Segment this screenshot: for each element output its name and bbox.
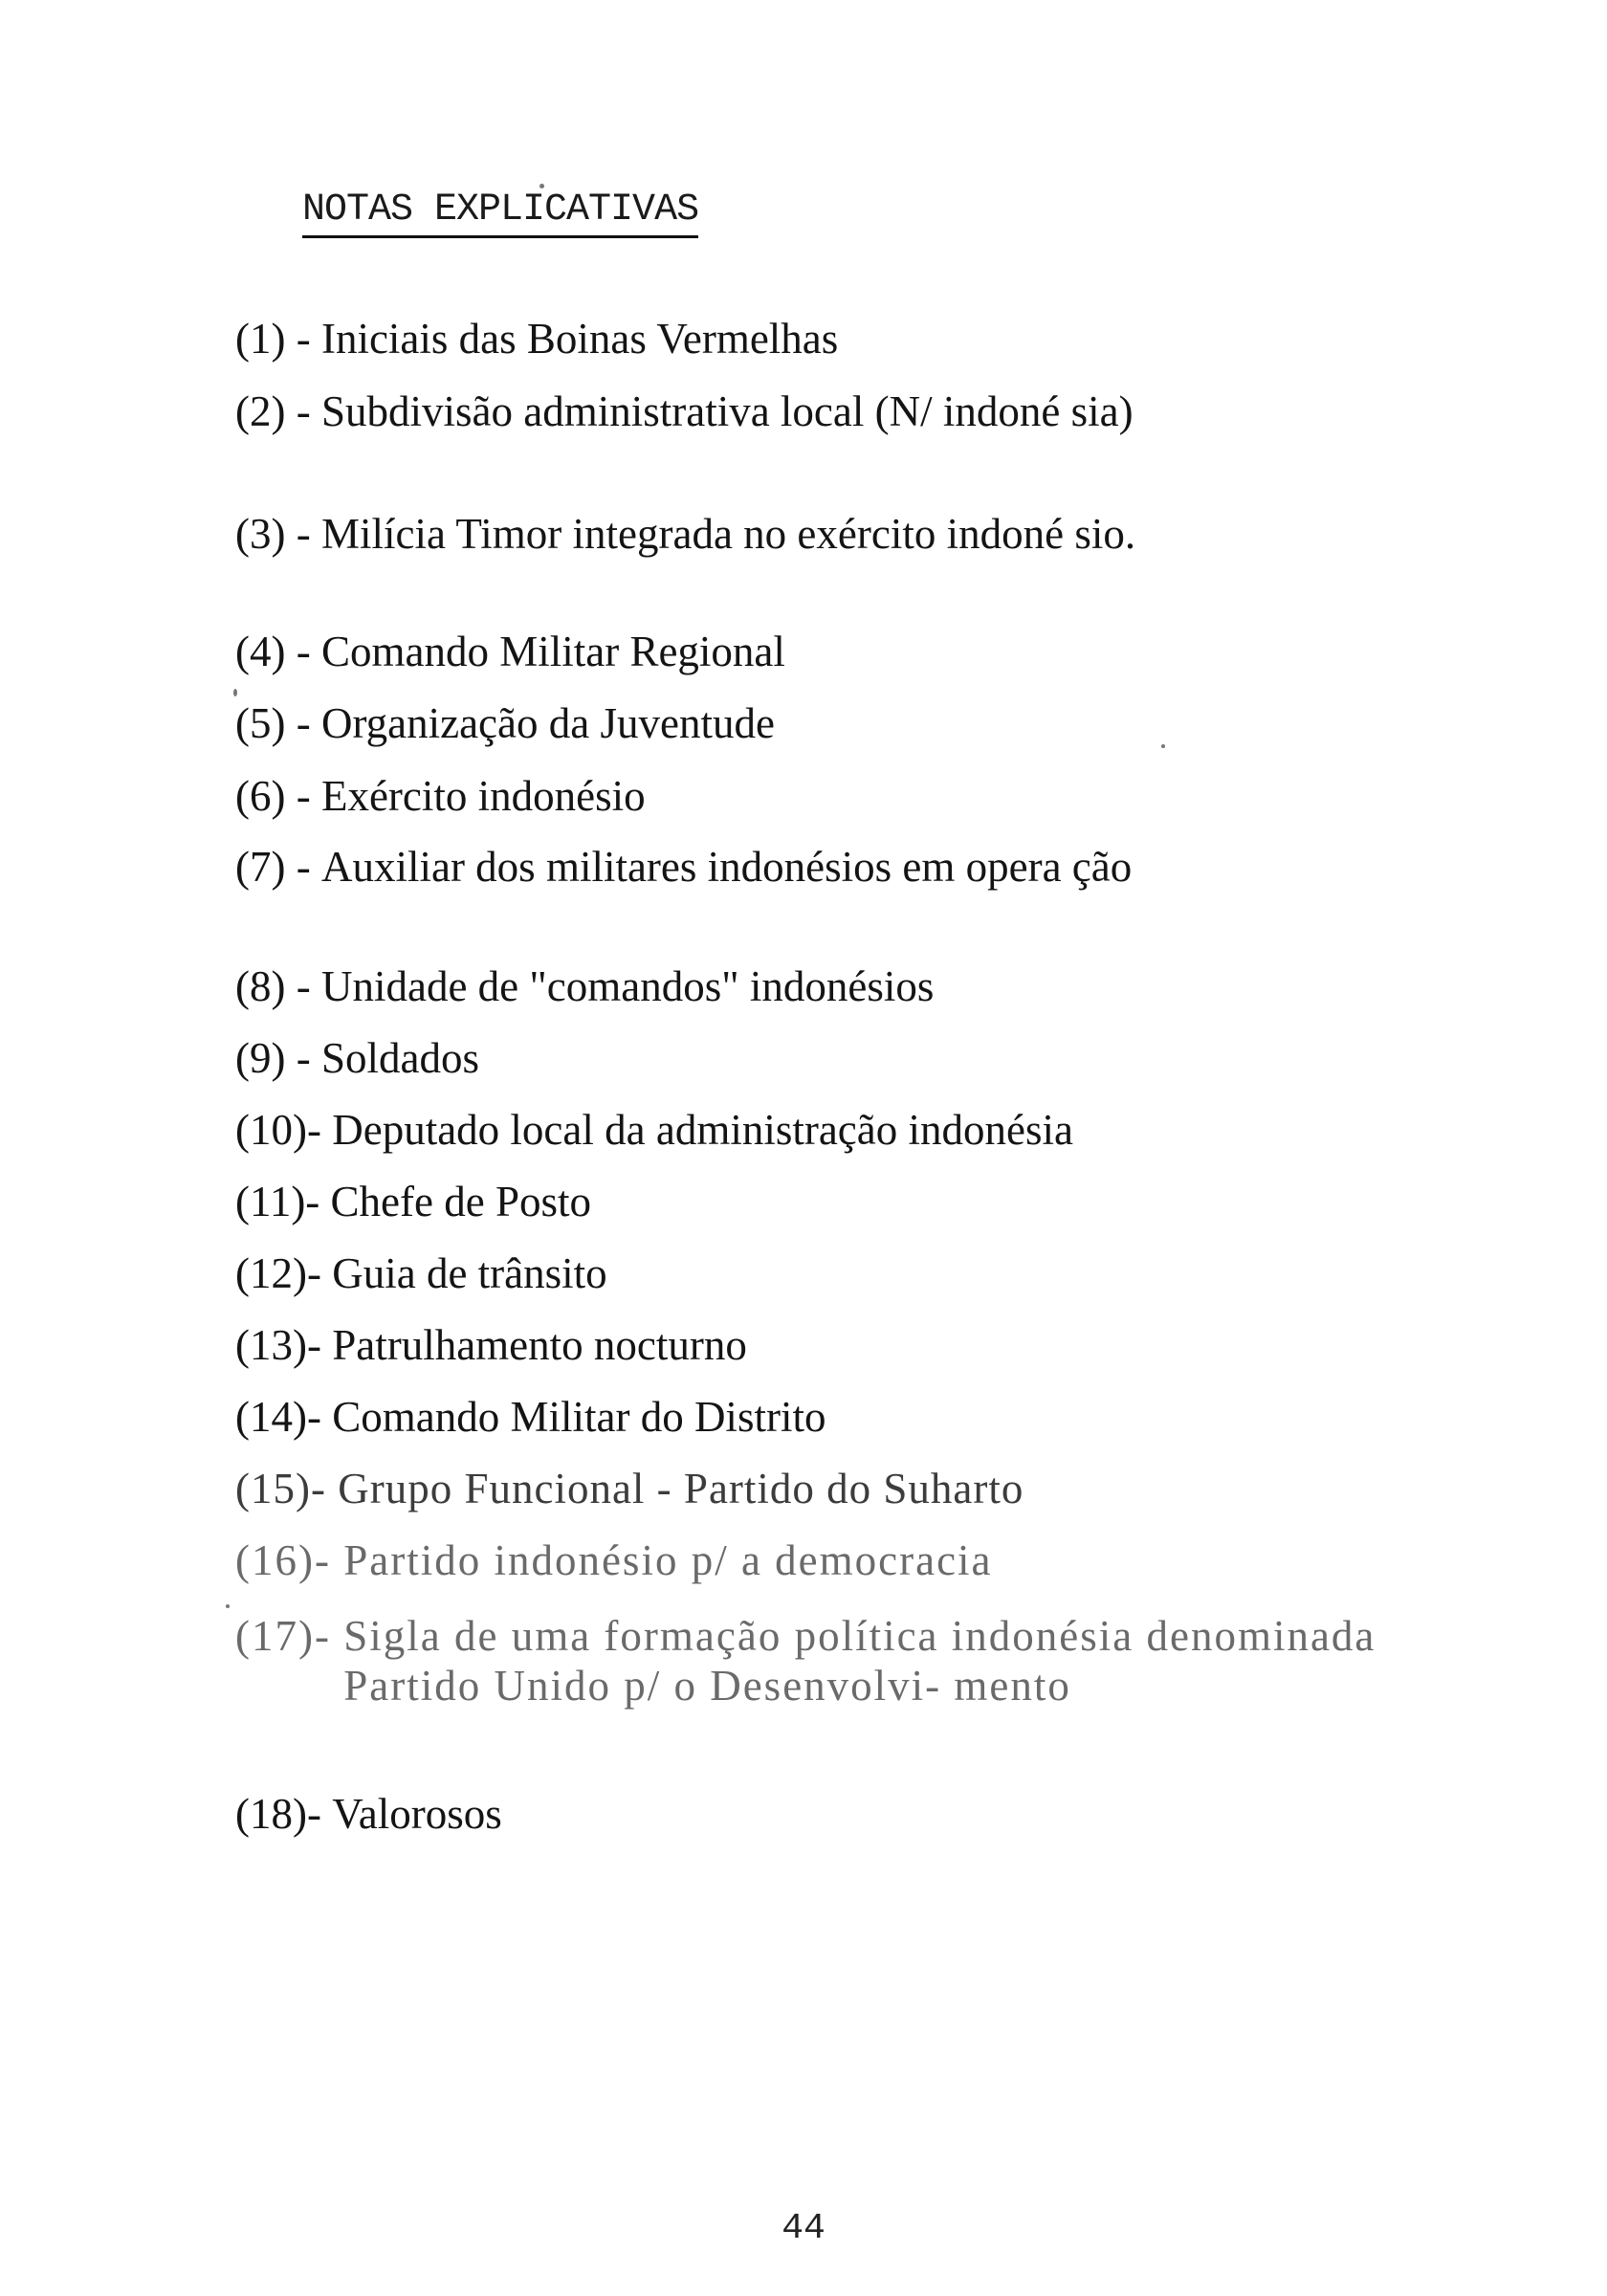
note-text: Organização da Juventude [320, 699, 775, 747]
scan-speck [539, 184, 544, 188]
note-number: (12)- [235, 1249, 333, 1297]
note-text: Comando Militar do Distrito [332, 1393, 826, 1441]
note-item [235, 1611, 1431, 1711]
page-number: 44 [781, 2208, 826, 2249]
scan-speck [226, 1604, 230, 1608]
note-item [235, 1033, 1431, 1083]
note-text: Milícia Timor integrada no exército indoné sio. [320, 510, 1136, 558]
note-item [235, 1535, 1431, 1585]
page-title: NOTAS EXPLICATIVAS [302, 191, 698, 238]
note-text: Comando Militar Regional [320, 628, 785, 675]
note-number: (5) - [235, 699, 321, 747]
note-number: (4) - [235, 628, 321, 675]
note-item [235, 1177, 1431, 1226]
note-number: (6) - [235, 772, 321, 820]
note-number: (10)- [235, 1106, 333, 1154]
note-number: (15)- [235, 1465, 339, 1512]
note-item [235, 1320, 1431, 1370]
note-number: (17)- [235, 1612, 344, 1660]
scan-speck [233, 689, 237, 696]
note-number: (9) - [235, 1034, 321, 1082]
note-text: Grupo Funcional - Partido do Suharto [338, 1465, 1024, 1512]
note-item [235, 698, 1431, 748]
note-item [235, 1248, 1431, 1298]
note-text: Patrulhamento nocturno [332, 1321, 747, 1369]
note-item [235, 314, 1431, 364]
note-item [235, 771, 1431, 821]
note-item [235, 1105, 1431, 1155]
note-text: Guia de trânsito [332, 1249, 607, 1297]
note-text: Iniciais das Boinas Vermelhas [320, 315, 839, 363]
note-text: Auxiliar dos militares indonésios em opera ção [320, 843, 1133, 891]
note-item [235, 1392, 1431, 1442]
note-text: Chefe de Posto [330, 1178, 592, 1225]
note-number: (16)- [235, 1536, 344, 1584]
note-text: Sigla de uma formação política indonésia denominada Partido Unido p/ o Desenvolvi- mento [343, 1612, 1376, 1710]
note-item [235, 1789, 1431, 1839]
note-text: Subdivisão administrativa local (N/ indoné sia) [320, 387, 1134, 435]
note-text: Deputado local da administração indonésia [332, 1106, 1073, 1154]
note-item [235, 627, 1431, 676]
note-number: (1) - [235, 315, 321, 363]
note-item [235, 842, 1431, 892]
note-item [235, 1464, 1431, 1513]
note-text: Partido indonésio p/ a democracia [343, 1536, 993, 1584]
scan-speck [1161, 744, 1165, 748]
note-text: Exército indonésio [320, 772, 646, 820]
note-item [235, 386, 1431, 436]
note-text: Soldados [320, 1034, 479, 1082]
note-number: (3) - [235, 510, 321, 558]
note-number: (11)- [235, 1178, 331, 1225]
note-number: (13)- [235, 1321, 333, 1369]
note-number: (14)- [235, 1393, 333, 1441]
note-text: Valorosos [332, 1790, 502, 1838]
note-number: (7) - [235, 843, 321, 891]
note-number: (2) - [235, 387, 321, 435]
note-text: Unidade de "comandos" indonésios [320, 962, 935, 1010]
note-item [235, 509, 1431, 559]
note-number: (18)- [235, 1790, 333, 1838]
note-number: (8) - [235, 962, 321, 1010]
note-item [235, 961, 1431, 1011]
